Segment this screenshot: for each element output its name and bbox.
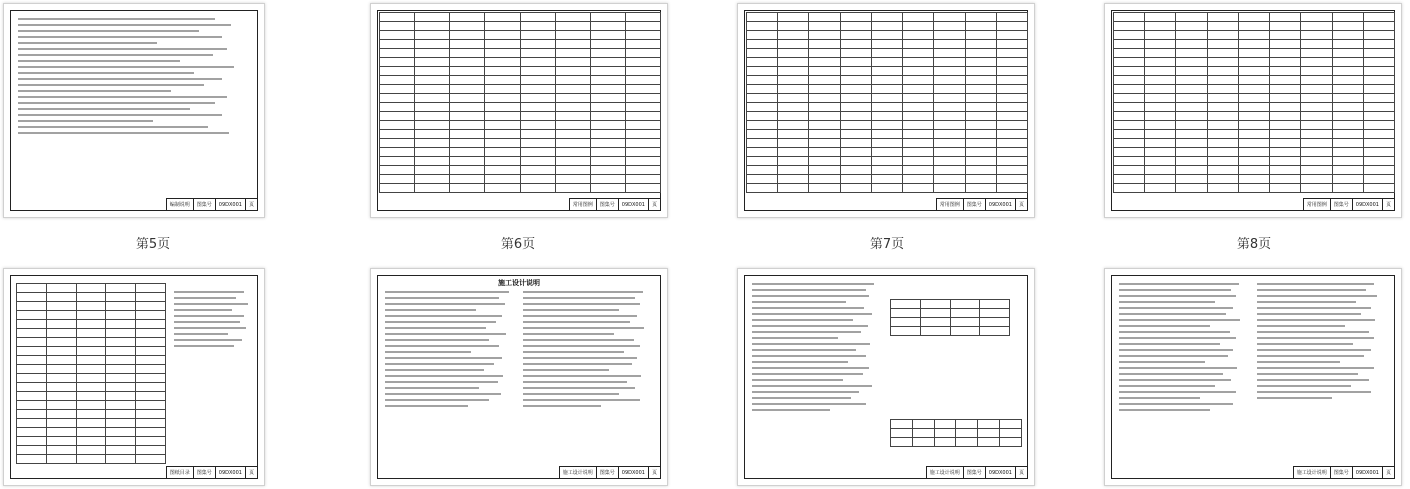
page-thumbnail-6[interactable] — [370, 3, 668, 218]
title-block: 施工设计说明 图集号 09DX001 页 — [1293, 466, 1395, 479]
text-column-right — [1257, 283, 1387, 403]
parameter-table-2 — [890, 419, 1022, 447]
title-block: 编制说明 图集号 09DX001 页 — [166, 198, 258, 211]
page-thumbnail-5[interactable] — [3, 3, 265, 218]
title-block: 常用图例 图集号 09DX001 页 — [936, 198, 1028, 211]
title-block: 常用图例 图集号 09DX001 页 — [1303, 198, 1395, 211]
page-thumbnail-9[interactable] — [3, 268, 265, 486]
text-column-right — [523, 291, 653, 411]
text-column-left — [1119, 283, 1249, 415]
page-caption-5: 第5页 — [135, 237, 171, 252]
page-thumbnail-11[interactable] — [737, 268, 1035, 486]
page-caption-6: 第6页 — [500, 237, 536, 252]
page-caption-8: 第8页 — [1236, 237, 1272, 252]
page-thumbnail-10[interactable] — [370, 268, 668, 486]
title-block: 施工设计说明 图集号 09DX001 页 — [926, 466, 1028, 479]
text-block — [174, 291, 250, 351]
text-block — [18, 18, 250, 138]
parameter-table — [890, 299, 1010, 336]
page-caption-7: 第7页 — [869, 237, 905, 252]
title-block: 常用图例 图集号 09DX001 页 — [569, 198, 661, 211]
legend-table — [379, 12, 661, 193]
page-thumbnail-12[interactable] — [1104, 268, 1402, 486]
text-column-left — [752, 283, 882, 415]
title-block: 施工设计说明 图集号 09DX001 页 — [559, 466, 661, 479]
drawing-index-table — [16, 283, 166, 464]
page-thumbnail-7[interactable] — [737, 3, 1035, 218]
sheet-title: 施工设计说明 — [498, 279, 540, 287]
page-thumbnail-8[interactable] — [1104, 3, 1402, 218]
legend-table — [1113, 12, 1395, 193]
title-block: 图纸目录 图集号 09DX001 页 — [166, 466, 258, 479]
legend-table — [746, 12, 1028, 193]
text-column-left — [385, 291, 515, 411]
